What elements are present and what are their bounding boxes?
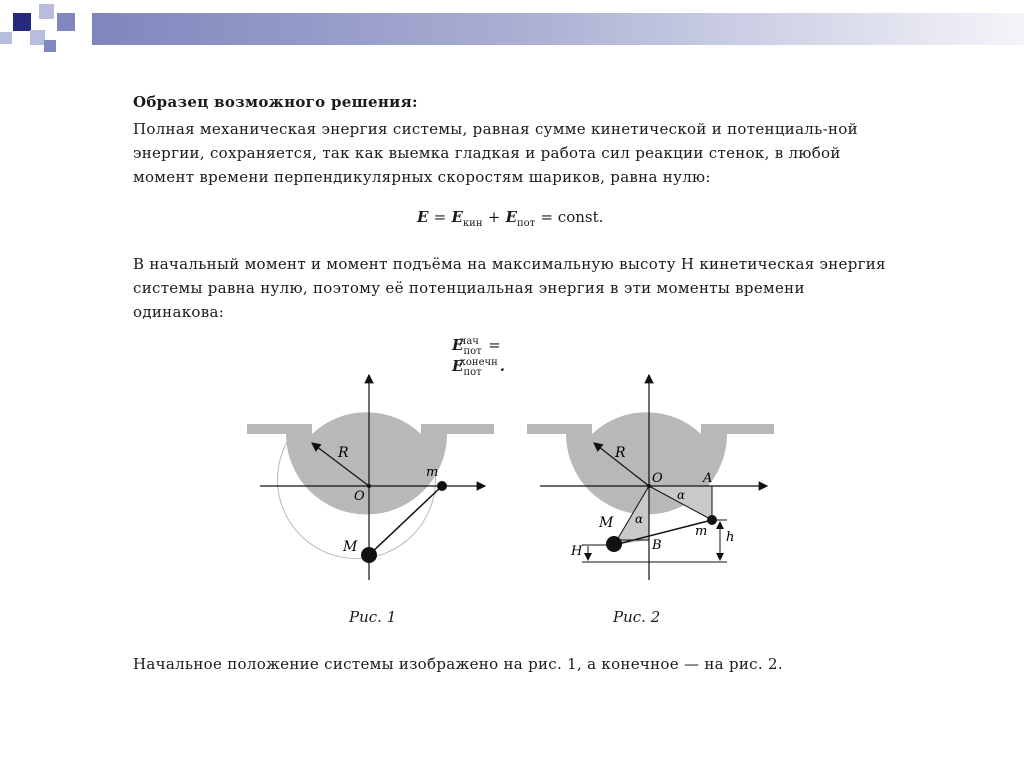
formula-E-kin: E: [451, 208, 463, 226]
label-R: R: [615, 445, 626, 461]
figure-2: [522, 365, 782, 590]
formula2-sup1: нач: [459, 336, 479, 347]
header-square-light: [39, 4, 54, 19]
ball-m: [707, 515, 717, 525]
ball-m: [437, 481, 447, 491]
paragraph-2: В начальный момент и момент подъёма на максимальную высоту H кинетическая энергия системы равна нулю, поэтому её потенциальная энергия в эти моменты времени одинакова:: [133, 255, 886, 321]
center-point: [367, 484, 371, 488]
formula2-end: .: [499, 357, 506, 375]
paragraph-3: Начальное положение системы изображено на рис. 1, а конечное — на рис. 2.: [133, 655, 783, 673]
formula2-sub2: пот: [463, 367, 482, 378]
label-H: H: [571, 544, 583, 559]
label-A: A: [703, 471, 713, 486]
label-alpha-1: α: [677, 488, 686, 502]
solution-heading: Образец возможного решения:: [133, 93, 418, 111]
ball-M: [361, 547, 377, 563]
label-B: B: [652, 538, 662, 553]
formula2-E2: E: [452, 357, 464, 375]
figure-1: [240, 365, 500, 590]
label-O: O: [652, 471, 663, 486]
header-square-light: [0, 32, 12, 44]
formula2-eq: =: [488, 336, 501, 354]
paragraph-1: Полная механическая энергия системы, равная сумме кинетической и потенциаль-ной энергии, сохраняется, так как выемка гладкая и работа сил реакции стенок, в любой момент времени перпендикулярных скоростям шариков, равна нулю:: [133, 120, 858, 186]
header-square-light: [30, 30, 45, 45]
label-M: M: [599, 515, 614, 531]
header-square-mid: [44, 40, 56, 52]
formula-pot-sub: пот: [517, 218, 536, 229]
figure-1-caption: Рис. 1: [349, 608, 397, 626]
formula-plus: +: [487, 208, 501, 226]
formula-E: E: [417, 208, 429, 226]
label-m: m: [426, 465, 439, 480]
formula-kin-sub: кин: [462, 218, 483, 229]
energy-formula: [417, 208, 603, 229]
ball-M: [606, 536, 622, 552]
bowl-shape: [527, 412, 774, 514]
formula-E-pot: E: [505, 208, 517, 226]
formula-rhs: = const.: [540, 208, 604, 226]
header-gradient-bar: [92, 13, 1024, 45]
header-square-mid: [57, 13, 75, 31]
label-M: M: [343, 539, 358, 555]
label-alpha-2: α: [635, 512, 644, 526]
center-point: [647, 484, 651, 488]
label-R: R: [338, 445, 349, 461]
label-m: m: [695, 524, 708, 539]
figure-2-caption: Рис. 2: [613, 608, 661, 626]
formula2-E1: E: [452, 336, 464, 354]
label-O: O: [354, 489, 365, 504]
header-square-navy: [13, 13, 31, 31]
formula2-sub1: пот: [463, 346, 482, 357]
formula2-sup2: конечн: [459, 357, 498, 368]
formula-eq: =: [433, 208, 447, 226]
label-h: h: [726, 530, 735, 545]
